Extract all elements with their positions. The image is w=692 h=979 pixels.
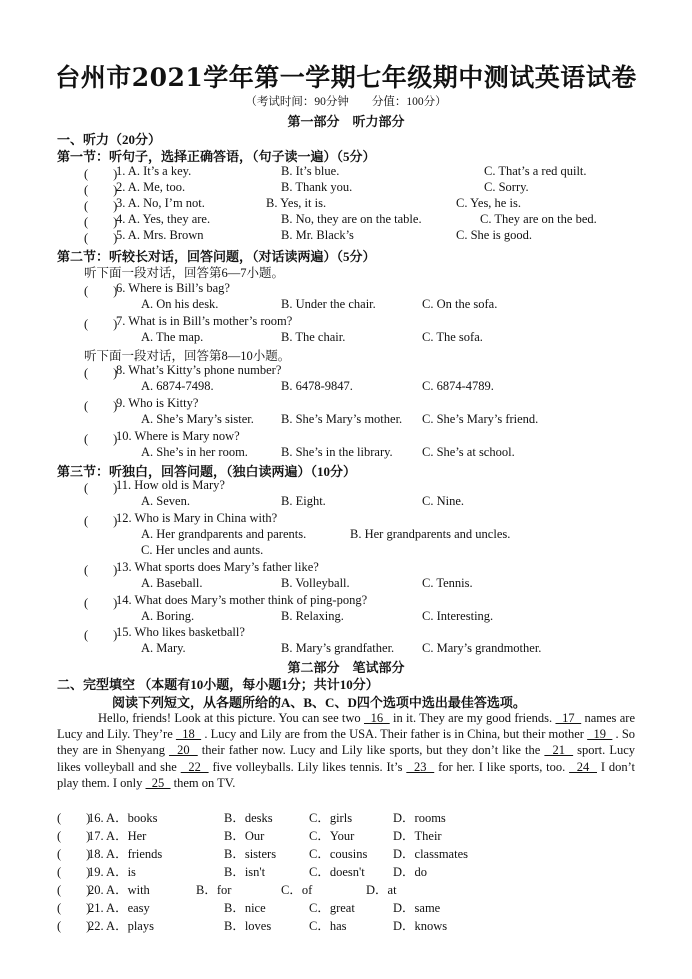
option-d: D．Their	[393, 829, 442, 843]
option-a: A. Baseball.	[141, 576, 203, 590]
answer-paren: ( )	[57, 919, 91, 933]
s1-heading: 第一节：听句子，选择正确答语，（句子读一遍）（5分）	[57, 149, 376, 164]
option-a: 22. A．plays	[88, 919, 154, 933]
option-b: B. Her grandparents and uncles.	[350, 527, 511, 541]
option-c: C. Nine.	[422, 494, 465, 508]
option-a: 20. A．with	[88, 883, 150, 897]
passage-text: names are Lucy and Lily. They’re	[57, 711, 635, 742]
option-a: A. 6874-7498.	[141, 379, 214, 393]
answer-paren: ( )	[57, 811, 91, 825]
answer-paren: ( )	[84, 215, 118, 229]
option-b: B. Under the chair.	[281, 297, 376, 311]
answer-paren: ( )	[84, 514, 118, 528]
answer-paren: ( )	[84, 366, 118, 380]
cloze-instruction: 阅读下列短文，从各题所给的A、B、C、D四个选项中选出最佳答选项。	[112, 695, 526, 710]
passage-text: Hello, friends! Look at this picture. You can see two	[98, 711, 364, 725]
option-c: C．has	[309, 919, 347, 933]
answer-paren: ( )	[84, 628, 118, 642]
option-c: C．great	[309, 901, 355, 915]
s2-intro-2: 听下面一段对话，回答第8—10小题。	[84, 349, 291, 363]
option-a: 2. A. Me, too.	[116, 180, 186, 194]
option-a: A. She’s Mary’s sister.	[141, 412, 254, 426]
option-b: B．for	[196, 883, 232, 897]
passage-text: for her. I like sports, too.	[434, 759, 570, 774]
passage-text: in it. They are my good friends.	[389, 711, 556, 725]
option-a: 16. A．books	[88, 811, 158, 825]
answer-paren: ( )	[57, 865, 91, 879]
cloze-blank: 22	[180, 759, 209, 774]
option-c: C．cousins	[309, 847, 368, 861]
option-b: B. Mary’s grandfather.	[281, 641, 395, 655]
option-c: C．Your	[309, 829, 355, 843]
passage-text: . So they are in Shenyang	[57, 727, 636, 758]
answer-paren: ( )	[57, 901, 91, 915]
option-a: 1. A. It’s a key.	[116, 164, 192, 178]
option-d: D．do	[393, 865, 428, 879]
question-stem: 14. What does Mary’s mother think of ping-pong?	[116, 593, 368, 607]
option-b: B．isn't	[224, 865, 266, 879]
exam-title: 台州市2021学年第一学期七年级期中测试英语试卷	[55, 63, 637, 92]
answer-paren: ( )	[84, 596, 118, 610]
answer-paren: ( )	[84, 284, 118, 298]
s3-heading: 第三节：听独白，回答问题，（独白读两遍）（10分）	[57, 464, 357, 479]
cloze-blank: 23	[406, 759, 435, 774]
question-stem: 6. Where is Bill’s bag?	[116, 281, 230, 295]
question-stem: 15. Who likes basketball?	[116, 625, 245, 639]
option-b: B．loves	[224, 919, 272, 933]
option-a: 18. A．friends	[88, 847, 163, 861]
option-c: C．girls	[309, 811, 353, 825]
option-a: 3. A. No, I’m not.	[116, 196, 205, 210]
option-a: 17. A．Her	[88, 829, 147, 843]
option-d: D．at	[366, 883, 397, 897]
option-c: C. Mary’s grandmother.	[422, 641, 542, 655]
option-c: C. Tennis.	[422, 576, 473, 590]
option-b: B．nice	[224, 901, 266, 915]
cloze-blank: 24	[569, 759, 597, 774]
option-c: C. Sorry.	[484, 180, 529, 194]
passage-text: their father now. Lucy and Lily like sports, but they don’t like the	[197, 743, 545, 758]
cloze-blank: 19	[587, 727, 613, 742]
option-b: B. The chair.	[281, 330, 346, 344]
question-stem: 7. What is in Bill’s mother’s room?	[116, 314, 293, 328]
answer-paren: ( )	[84, 317, 118, 331]
answer-paren: ( )	[57, 847, 91, 861]
option-b: B. Thank you.	[281, 180, 353, 194]
option-c: C．of	[281, 883, 313, 897]
option-c: C. The sofa.	[422, 330, 483, 344]
option-c: C. She is good.	[456, 228, 533, 242]
option-b: B. Yes, it is.	[266, 196, 327, 210]
option-c: C. She’s Mary’s friend.	[422, 412, 539, 426]
option-c: C. That’s a red quilt.	[484, 164, 587, 178]
answer-paren: ( )	[84, 399, 118, 413]
passage-text: . Lucy and Lily are from the USA. Their father is in China, but their mother	[201, 727, 588, 742]
option-a: 21. A．easy	[88, 901, 150, 915]
question-stem: 11. How old is Mary?	[116, 478, 225, 492]
option-c: C. They are on the bed.	[480, 212, 597, 226]
option-a: A. Mary.	[141, 641, 186, 655]
answer-paren: ( )	[84, 481, 118, 495]
option-b: B．sisters	[224, 847, 277, 861]
option-d: D．rooms	[393, 811, 446, 825]
option-b: B. Volleyball.	[281, 576, 350, 590]
s2-intro-1: 听下面一段对话，回答第6—7小题。	[84, 266, 285, 280]
option-b: B. It’s blue.	[281, 164, 340, 178]
option-c: C. On the sofa.	[422, 297, 498, 311]
option-b: B. 6478-9847.	[281, 379, 353, 393]
cloze-blank: 21	[544, 743, 574, 758]
option-b: B. Eight.	[281, 494, 326, 508]
option-c: C. She’s at school.	[422, 445, 515, 459]
part2-heading: 第二部分 笔试部分	[287, 660, 405, 675]
question-stem: 12. Who is Mary in China with?	[116, 511, 278, 525]
option-a: 5. A. Mrs. Brown	[116, 228, 204, 242]
option-b: B. Relaxing.	[281, 609, 344, 623]
question-stem: 8. What’s Kitty’s phone number?	[116, 363, 282, 377]
option-a: A. On his desk.	[141, 297, 219, 311]
cloze-blank: 25	[145, 775, 171, 790]
answer-paren: ( )	[57, 829, 91, 843]
answer-paren: ( )	[84, 231, 118, 245]
option-c: C．doesn't	[309, 865, 365, 879]
option-a: 19. A．is	[88, 865, 136, 879]
question-stem: 13. What sports does Mary’s father like?	[116, 560, 319, 574]
option-d: D．knows	[393, 919, 448, 933]
exam-subtitle: （考试时间：90分钟 分值：100分）	[245, 96, 447, 108]
option-b: B. No, they are on the table.	[281, 212, 422, 226]
option-a: A. She’s in her room.	[141, 445, 248, 459]
section1-heading: 一、听力（20分）	[57, 132, 162, 147]
option-c: C. Interesting.	[422, 609, 494, 623]
passage-text: five volleyballs. Lily likes tennis. It’s	[208, 759, 407, 774]
option-c: C. 6874-4789.	[422, 379, 494, 393]
cloze-passage	[57, 710, 635, 791]
passage-text: sport. Lucy likes volleyball and she	[57, 743, 636, 774]
s2-heading: 第二节：听较长对话，回答问题，（对话读两遍）（5分）	[57, 249, 376, 264]
part1-heading: 第一部分 听力部分	[287, 114, 405, 129]
option-a: A. Boring.	[141, 609, 195, 623]
answer-paren: ( )	[84, 183, 118, 197]
option-b: B．Our	[224, 829, 265, 843]
section2-heading: 二、完型填空 （本题有10小题，每小题1分；共计10分）	[57, 677, 379, 692]
cloze-blank: 17	[555, 711, 582, 725]
answer-paren: ( )	[57, 883, 91, 897]
option-a: A. Her grandparents and parents.	[141, 527, 307, 541]
option-c: C. Yes, he is.	[456, 196, 521, 210]
option-d: D．classmates	[393, 847, 468, 861]
option-b: B. She’s Mary’s mother.	[281, 412, 403, 426]
cloze-blank: 18	[175, 727, 202, 742]
option-d: D．same	[393, 901, 441, 915]
passage-text: them on TV.	[170, 775, 236, 790]
option-a: A. The map.	[141, 330, 204, 344]
option-b: B. Mr. Black’s	[281, 228, 354, 242]
answer-paren: ( )	[84, 563, 118, 577]
answer-paren: ( )	[84, 432, 118, 446]
answer-paren: ( )	[84, 199, 118, 213]
option-c: C. Her uncles and aunts.	[141, 543, 264, 557]
answer-paren: ( )	[84, 167, 118, 181]
option-a: A. Seven.	[141, 494, 190, 508]
option-b: B. She’s in the library.	[281, 445, 393, 459]
option-a: 4. A. Yes, they are.	[116, 212, 211, 226]
question-stem: 9. Who is Kitty?	[116, 396, 199, 410]
passage-text: I don’t play them. I only	[57, 759, 636, 790]
cloze-blank: 16	[363, 711, 390, 725]
cloze-blank: 20	[169, 743, 198, 758]
question-stem: 10. Where is Mary now?	[116, 429, 240, 443]
option-b: B．desks	[224, 811, 273, 825]
